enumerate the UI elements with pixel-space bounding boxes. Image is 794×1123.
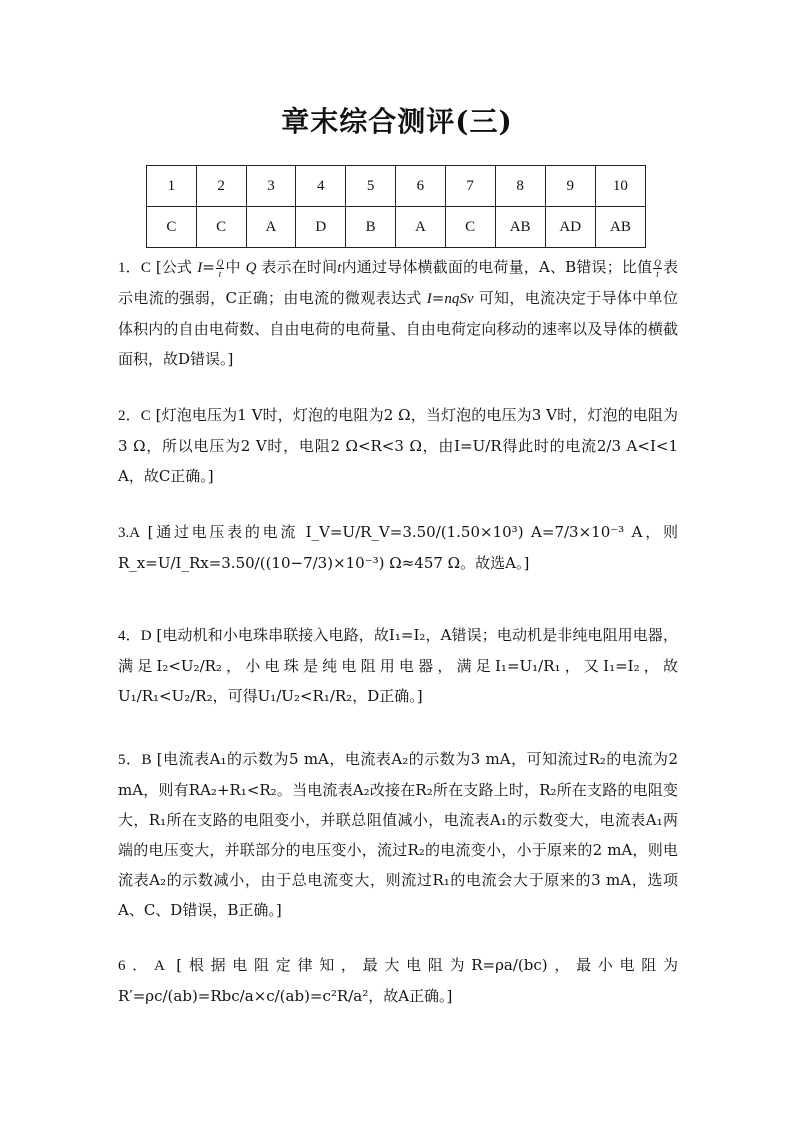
- item-label: 6．A: [118, 958, 165, 974]
- question-number: 2: [196, 166, 246, 207]
- explanation-item-1: 1．C [公式 I= $\frac{Q}{t}$ 中 Q 表示在时间t内通过导体横截面的电荷量，A、B错误；比值 $\frac{Q}{t}$ 表示电流的强弱，C正确；由电流的微观表达式 I=nqSv 可知，电流决定于导体中单位体积内的自由电荷数、自由电荷的电荷量、自由电荷定向移动的速率以及导体的横截面积，故D错误。]: [118, 257, 678, 368]
- answer-cell: AD: [545, 207, 595, 248]
- answer-cell: AB: [595, 207, 645, 248]
- item-text: [通过电压表的电流 I_V=U/R_V=3.50/(1.50×10³) A=7/3×10⁻³ A，则 R_x=U/I_Rx=3.50/((10−7/3)×10⁻³) Ω≈457 Ω。故选A。]: [118, 523, 678, 572]
- item-text: 中: [225, 258, 241, 276]
- explanation-item-5: [118, 744, 678, 925]
- fraction: $\frac{Q}{t}$: [654, 257, 661, 279]
- item-label: 1．C: [118, 260, 151, 276]
- question-number: 9: [545, 166, 595, 207]
- item-text: [根据电阻定律知，最大电阻为R=ρa/(bc)，最小电阻为R′=ρc/(ab)=Rbc/a×c/(ab)=c²R/a²，故A正确。]: [118, 956, 678, 1005]
- answer-cell: D: [296, 207, 346, 248]
- fraction: $\frac{Q}{t}$: [216, 257, 224, 279]
- question-number: 10: [595, 166, 645, 207]
- item-text: 内通过导体横截面的电荷量，A、B错误；比值: [341, 258, 653, 276]
- answer-table-answer-row: [147, 207, 646, 248]
- item-label: 2．C: [118, 408, 151, 424]
- item-text: 可知，电流决定于导体中单位体积内的自由电荷数、自由电荷的电荷量、自由电荷定向移动的速率以及导体的横截面积，故D错误。]: [118, 289, 678, 368]
- explanation-item-6: [118, 950, 678, 1011]
- item-label: 3.A: [118, 525, 141, 541]
- item-text: [电动机和小电珠串联接入电路，故I₁=I₂，A错误；电动机是非纯电阻用电器，满足I₂<U₂/R₂，小电珠是纯电阻用电器，满足I₁=U₁/R₁，又I₁=I₂，故U₁/R₁<U₂/R₂，可得U₁/U₂<R₁/R₂，D正确。]: [118, 626, 678, 705]
- item-text: [公式: [155, 258, 193, 276]
- question-number: 7: [445, 166, 495, 207]
- question-number: 3: [246, 166, 296, 207]
- question-number: 4: [296, 166, 346, 207]
- answer-cell: C: [147, 207, 197, 248]
- item-label: 4．D: [118, 628, 152, 644]
- answer-table-number-row: [147, 166, 646, 207]
- item-text: [电流表A₁的示数为5 mA，电流表A₂的示数为3 mA，可知流过R₂的电流为2 mA，则有RA₂+R₁<R₂。当电流表A₂改接在R₂所在支路上时，R₂所在支路的电阻变大，R₁所在支路的电阻变小，并联总阻值减小，电流表A₁的示数变大，电流表A₁两端的电压变大，并联部分的电压变小，流过R₂的电流变小，小于原来的2 mA，则电流表A₂的示数减小，由于总电流变大，则流过R₁的电流会大于原来的3 mA，选项A、C、D错误，B正确。]: [118, 750, 678, 919]
- item-label: 5．B: [118, 752, 152, 768]
- page-title: 章末综合测评(三): [281, 105, 513, 138]
- question-number: 8: [495, 166, 545, 207]
- question-number: 6: [395, 166, 445, 207]
- answer-table: [146, 165, 646, 248]
- explanation-item-4: [118, 620, 678, 711]
- question-number: 1: [147, 166, 197, 207]
- question-number: 5: [346, 166, 396, 207]
- explanation-item-3: [118, 517, 678, 578]
- answer-cell: A: [395, 207, 445, 248]
- explanation-item-2: [118, 400, 678, 491]
- answer-cell: C: [445, 207, 495, 248]
- answer-cell: B: [346, 207, 396, 248]
- item-text: 表示在时间: [261, 258, 338, 276]
- answer-cell: C: [196, 207, 246, 248]
- answer-cell: A: [246, 207, 296, 248]
- answer-cell: AB: [495, 207, 545, 248]
- item-text: [灯泡电压为1 V时，灯泡的电阻为2 Ω，当灯泡的电压为3 V时，灯泡的电阻为3 Ω，所以电压为2 V时，电阻2 Ω<R<3 Ω，由I=U/R得此时的电流2/3 A<I<1 A，故C正确。]: [118, 406, 678, 485]
- formula: I: [197, 260, 203, 276]
- item-text: 表示电流的强弱，C正确；由电流的微观表达式: [118, 258, 678, 307]
